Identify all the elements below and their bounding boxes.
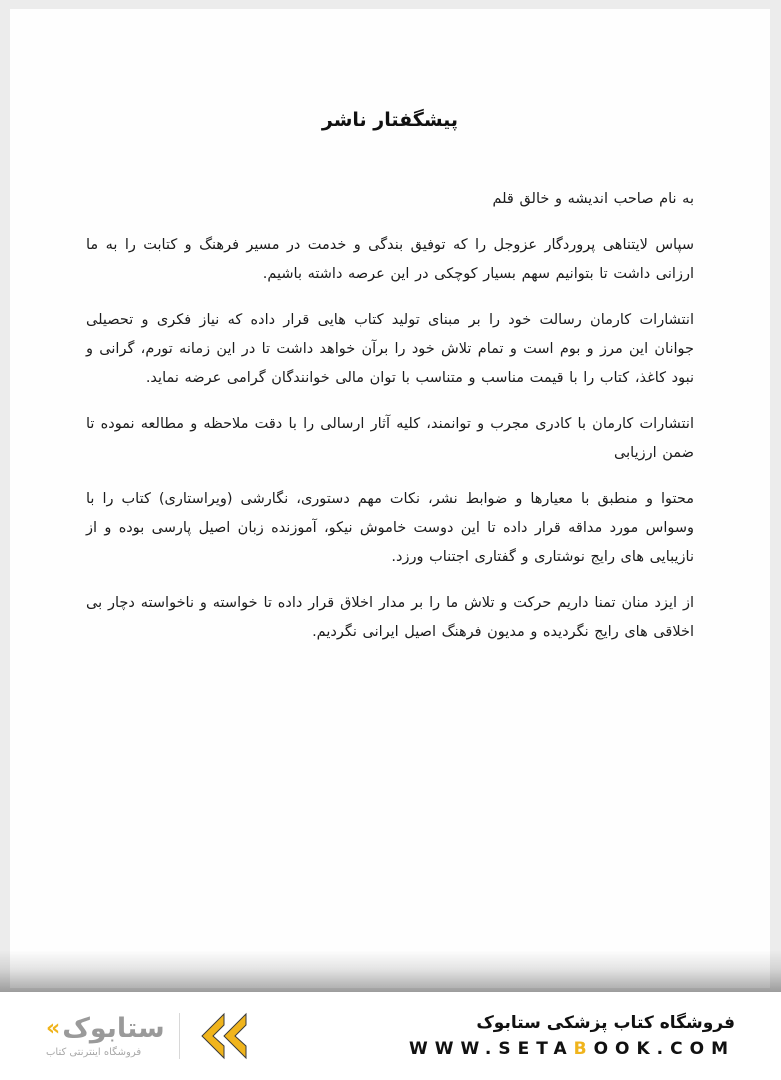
setabook-chevron-icon (194, 1010, 252, 1062)
page-bottom-shadow (0, 950, 781, 992)
footer-divider (179, 1013, 180, 1059)
logo-subtitle: فروشگاه اینترنتی کتاب (46, 1046, 142, 1058)
logo-text-block (46, 1014, 165, 1058)
paragraph: انتشارات کارمان با کادری مجرب و توانمند، کلیه آثار ارسالی را با دقت ملاحظه و مطالعه نموده تا ضمن ارزیابی (86, 416, 694, 461)
website-url-accent-letter: B (573, 1039, 594, 1059)
website-url-suffix: OOK.COM (593, 1039, 735, 1059)
page-title: پیشگفتار ناشر (321, 109, 459, 131)
paragraph: انتشارات کارمان رسالت خود را بر مبنای تولید کتاب هایی قرار داده که نیاز فکری و تحصیلی جوانان این مرز و بوم است و تمام تلاش خود را برآن خواهد داشت تا در این زمانه تورم، گرانی و نبود کاغذ، کتاب را با قیمت مناسب و متناسب با توان مالی خوانندگان گرامی عرضه نماید. (86, 312, 694, 386)
footer-store-info (409, 1013, 735, 1059)
logo-guillemet-mark: « (46, 1015, 61, 1041)
website-url-prefix: WWW.SETA (409, 1039, 574, 1059)
footer-logo-area[interactable] (46, 1010, 252, 1062)
store-title: فروشگاه کتاب پزشکی ستابوک (476, 1013, 735, 1033)
dedication-line: به نام صاحب اندیشه و خالق قلم (492, 191, 694, 207)
book-page (10, 9, 770, 988)
logo-row (46, 1014, 165, 1044)
footer-bar (0, 992, 781, 1080)
page-content (10, 9, 770, 647)
paragraph: از ایزد منان تمنا داریم حرکت و تلاش ما را بر مدار اخلاق قرار داده تا خواسته و ناخواسته دچار بی اخلاقی های رایج نگردیده و مدیون فرهنگ اصیل ایرانی نگردیم. (86, 595, 694, 640)
paragraph: محتوا و منطبق با معیارها و ضوابط نشر، نکات مهم دستوری، نگارشی (ویراستاری) کتاب را با وسواس مورد مداقه قرار داده تا این دوست خاموش نیکو، آموزنده زبان اصیل پارسی بوده و از نازیبایی های رایج نوشتاری و گفتاری اجتناب ورزد. (86, 491, 694, 565)
website-url[interactable] (409, 1039, 735, 1059)
paragraph: سپاس لایتناهی پروردگار عزوجل را که توفیق بندگی و خدمت در مسیر فرهنگ و کتابت را به ما ارزانی داشت تا بتوانیم سهم بسیار کوچکی در این عرصه داشته باشیم. (86, 237, 694, 282)
logo-wordmark: ستابوک (62, 1013, 165, 1045)
